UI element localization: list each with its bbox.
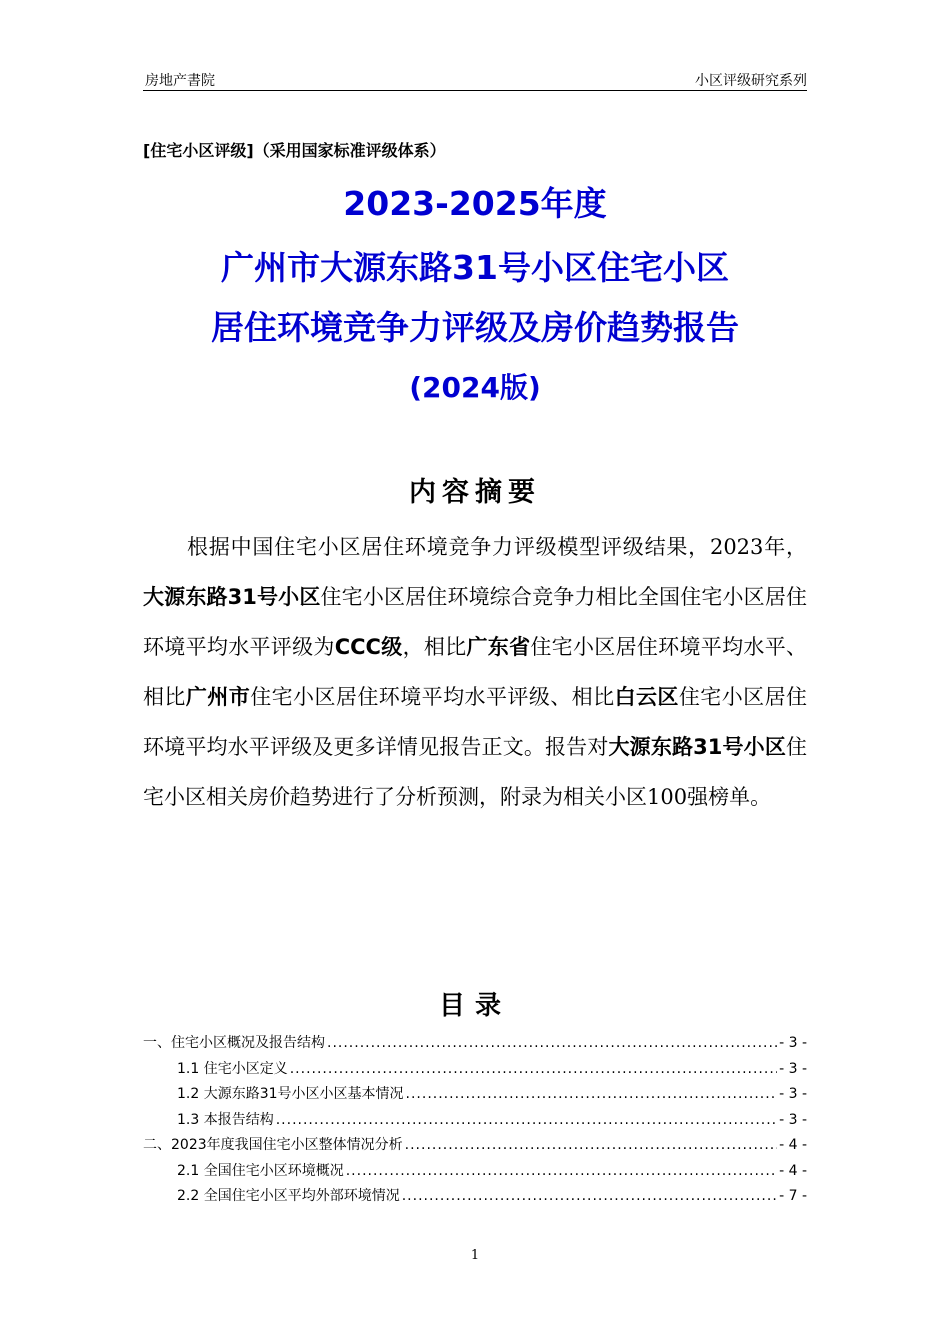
title-subject: 广州市大源东路31号小区住宅小区 <box>221 248 729 287</box>
title-topic: 居住环境竞争力评级及房价趋势报告 <box>211 308 739 347</box>
abstract-highlight-province: 广东省 <box>466 635 531 659</box>
toc-entry-label: 2.1 全国住宅小区环境概况 <box>177 1162 344 1179</box>
header-publisher: 房地产書院 <box>145 73 215 89</box>
abstract-text-2: 住宅小区居住环境综合竞争力相比全国住宅小区居住环境平均水平评级为 <box>143 585 807 659</box>
toc-entry[interactable] <box>143 1031 807 1057</box>
toc-entry-label: 1.1 住宅小区定义 <box>177 1060 288 1077</box>
toc-entry-page: - 3 - <box>779 1086 807 1102</box>
toc-entry-page: - 3 - <box>779 1035 807 1051</box>
abstract-highlight-rating: CCC级 <box>334 635 403 659</box>
toc-entry-label: 一、住宅小区概况及报告结构 <box>143 1035 325 1051</box>
toc-leader-dots <box>290 1057 777 1083</box>
toc-entry-page: - 3 - <box>779 1060 807 1077</box>
page-number: 1 <box>470 1248 480 1263</box>
toc-leader-dots <box>276 1108 777 1134</box>
toc-leader-dots <box>406 1082 778 1108</box>
toc-leader-dots <box>346 1159 777 1185</box>
table-of-contents <box>143 1031 807 1210</box>
toc-entry-label: 1.3 本报告结构 <box>177 1111 274 1128</box>
toc-entry[interactable] <box>143 1108 807 1134</box>
abstract-text-1: 根据中国住宅小区居住环境竞争力评级模型评级结果，2023年， <box>187 535 807 559</box>
header-series: 小区评级研究系列 <box>695 73 807 89</box>
abstract-text-7: 住宅小区相关房价趋势进行了分析预测，附录为相关小区100强榜单。 <box>143 735 807 809</box>
toc-entry-label: 1.2 大源东路31号小区小区基本情况 <box>177 1086 404 1102</box>
page-header <box>143 68 807 91</box>
abstract-paragraph <box>143 522 807 822</box>
toc-entry[interactable] <box>143 1133 807 1159</box>
toc-entry-page: - 4 - <box>779 1162 807 1179</box>
toc-entry[interactable] <box>143 1082 807 1108</box>
toc-entry-page: - 3 - <box>779 1111 807 1128</box>
toc-leader-dots <box>327 1031 777 1057</box>
toc-heading: 目录 <box>438 991 511 1021</box>
abstract-text-3: ，相比 <box>402 635 467 659</box>
toc-leader-dots <box>405 1133 777 1159</box>
toc-entry[interactable] <box>143 1057 807 1083</box>
abstract-highlight-community-2: 大源东路31号小区 <box>608 735 786 759</box>
toc-entry-page: - 7 - <box>779 1188 807 1204</box>
toc-entry-label: 二、2023年度我国住宅小区整体情况分析 <box>143 1137 403 1153</box>
toc-entry[interactable] <box>143 1184 807 1210</box>
toc-entry-page: - 4 - <box>779 1137 807 1153</box>
title-years: 2023-2025年度 <box>343 184 607 223</box>
toc-leader-dots <box>402 1184 777 1210</box>
abstract-highlight-community: 大源东路31号小区 <box>143 585 321 609</box>
abstract-highlight-district: 白云区 <box>614 685 679 709</box>
abstract-text-4: 住宅小区居住环境平均水平、相比 <box>143 635 807 709</box>
abstract-heading: 内容摘要 <box>409 477 541 508</box>
abstract-highlight-city: 广州市 <box>185 685 251 709</box>
toc-entry-label: 2.2 全国住宅小区平均外部环境情况 <box>177 1188 400 1204</box>
report-category: [住宅小区评级]（采用国家标准评级体系） <box>143 141 446 160</box>
toc-entry[interactable] <box>143 1159 807 1185</box>
abstract-text-6: 住宅小区居住环境平均水平评级及更多详情见报告正文。报告对 <box>143 685 808 759</box>
title-edition: (2024版) <box>409 371 541 404</box>
abstract-text-5: 住宅小区居住环境平均水平评级、相比 <box>250 685 615 709</box>
